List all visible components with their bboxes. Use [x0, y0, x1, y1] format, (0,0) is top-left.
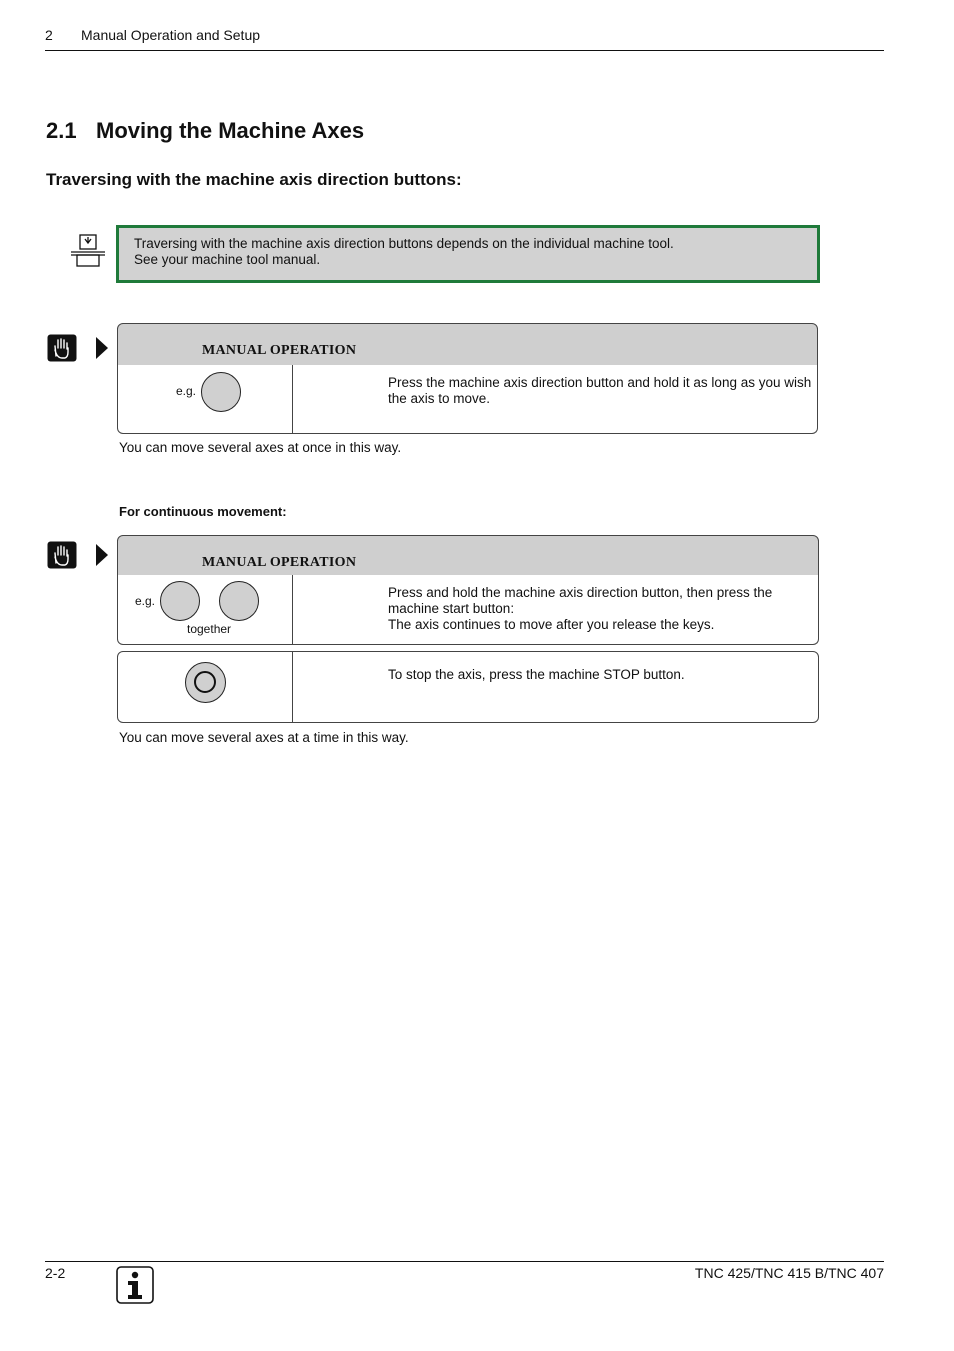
manual-operation-header	[117, 323, 818, 366]
section-title	[46, 118, 364, 144]
together-label: together	[187, 622, 232, 636]
instruction-text	[388, 585, 815, 633]
stop-row	[117, 651, 819, 723]
eg-label: e.g.	[176, 384, 197, 398]
axis-direction-button	[201, 372, 241, 412]
section-number: 2.1	[46, 118, 77, 143]
axis-direction-button	[160, 581, 200, 621]
column-divider	[292, 365, 293, 433]
footer-rule	[45, 1261, 884, 1262]
mode-label: MANUAL OPERATION	[202, 555, 357, 570]
note-text	[134, 236, 674, 268]
manual-operation-header	[117, 535, 819, 578]
chapter-title: Manual Operation and Setup	[81, 27, 261, 43]
arrow-right-icon	[96, 544, 108, 566]
instruction-row	[117, 575, 819, 645]
model-name: TNC 425/TNC 415 B/TNC 407	[694, 1265, 884, 1281]
arrow-right-icon	[96, 337, 108, 359]
page-number: 2-2	[45, 1265, 66, 1281]
instruction-line-2: The axis continues to move after you release the keys.	[388, 617, 715, 632]
subheading: Traversing with the machine axis direction buttons:	[46, 170, 462, 189]
mode-label: MANUAL OPERATION	[202, 343, 357, 358]
caption: You can move several axes at a time in this way.	[119, 730, 409, 745]
section-title-text: Moving the Machine Axes	[96, 118, 365, 143]
instruction-line-1: Press and hold the machine axis direction button, then press the machine start button:	[388, 585, 773, 616]
instruction-text: Press the machine axis direction button and hold it as long as you wish the axis to move.	[388, 375, 812, 406]
hand-icon	[47, 334, 77, 362]
continuous-movement-title: For continuous movement:	[119, 504, 287, 519]
chapter-number: 2	[45, 27, 53, 43]
hand-icon	[47, 541, 77, 569]
machine-stop-button	[185, 662, 226, 703]
caption: You can move several axes at once in this way.	[119, 440, 402, 455]
column-divider	[292, 652, 293, 722]
info-icon	[116, 1266, 154, 1304]
note-box	[116, 225, 820, 283]
stop-instruction: To stop the axis, press the machine STOP button.	[388, 667, 685, 682]
instruction-row	[117, 365, 818, 434]
machine-note-icon	[70, 234, 106, 268]
stop-ring-icon	[194, 671, 216, 693]
column-divider	[292, 575, 293, 644]
note-line-1: Traversing with the machine axis direction buttons depends on the individual machine tool.	[134, 236, 674, 251]
eg-label: e.g.	[135, 594, 156, 608]
note-line-2: See your machine tool manual.	[134, 252, 321, 267]
header-rule	[45, 50, 884, 51]
machine-start-button	[219, 581, 259, 621]
